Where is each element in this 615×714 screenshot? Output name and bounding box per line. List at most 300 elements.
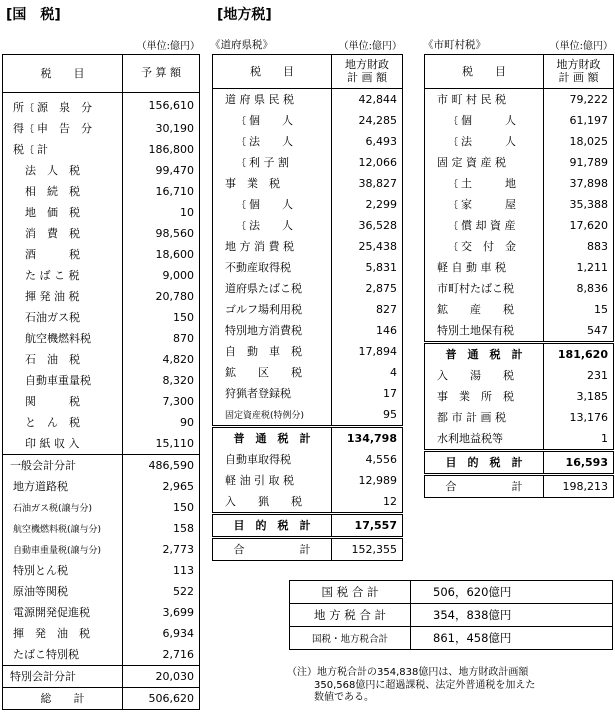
summary-label: 国 税 合 計 [290,581,411,604]
tax-item-value: 522 [123,581,200,602]
national-tax-table [2,54,200,710]
table-row [3,602,200,623]
summary-value: 354，838億円 [411,604,613,627]
tax-item-text: 合 計 [233,543,311,556]
tax-item-label [213,215,332,236]
table-row [213,470,403,491]
tax-item-value: 20,030 [123,666,200,688]
tax-item-value: 486,590 [123,455,200,477]
tax-group-prefix: 税 [13,142,24,156]
tax-item-text: 石油ガス税(譲与分) [13,503,93,514]
table-row [425,365,614,386]
column-header-value [332,55,403,89]
tax-item-text: 印 紙 収 入 [25,437,80,450]
tax-item-value: 24,285 [332,110,403,131]
tax-item-text: 消 費 税 [25,227,80,240]
tax-item-label [425,299,544,320]
tax-item-label [3,307,123,328]
tax-group-prefix: 所 [13,100,24,114]
tax-item-value: 2,875 [332,278,403,299]
tax-item-value: 4,820 [123,349,200,370]
tax-item-value: 42,844 [332,89,403,111]
tax-item-label [3,118,123,139]
tax-item-label [425,89,544,111]
tax-item-value: 146 [332,320,403,341]
tax-item-text: 航空機燃料税(譲与分) [13,524,102,535]
subtotal-row [425,451,614,475]
table-row [3,328,200,349]
tax-item-text: 電源開発促進税 [13,606,90,619]
column-header-line: 計 画 額 [347,70,387,84]
tax-item-label [425,320,544,343]
summary-row [290,604,613,627]
table-row [213,383,403,404]
tax-item-value: 547 [544,320,614,343]
subtotal-row [213,427,403,450]
tax-item-label [213,362,332,383]
tax-item-label [3,202,123,223]
municipal-unit: （単位:億円） [549,41,613,52]
tax-item-label [213,341,332,362]
table-row [3,307,200,328]
tax-item-text: た ば こ 税 [25,269,80,282]
tax-item-label [3,391,123,412]
tax-item-text: 特別土地保有税 [437,324,514,337]
brace-mark: ｛ [449,200,459,211]
tax-item-label [213,427,332,450]
tax-item-label [3,370,123,391]
tax-item-label [213,173,332,194]
tax-item-text: ゴルフ場利用税 [225,303,302,316]
table-row [213,89,403,111]
table-row [3,223,200,244]
brace-mark: ｛ [25,124,35,135]
table-row [3,518,200,539]
tax-item-value: 9,000 [123,265,200,286]
tax-item-label [3,560,123,581]
tax-item-value: 827 [332,299,403,320]
column-header-value [544,55,614,89]
brace-mark: ｛ [25,103,35,114]
tax-item-text: 特別会計分計 [10,670,76,683]
column-header-line: 地方財政 [345,57,389,71]
tax-item-label [3,476,123,497]
tax-item-value: 20,780 [123,286,200,307]
tax-item-text: 法 人 税 [25,164,80,177]
tax-item-value: 7,300 [123,391,200,412]
tax-item-text: 都 市 計 画 税 [437,411,506,424]
tax-item-text: 土 地 [461,176,516,190]
tax-item-text: 申 告 分 [37,121,92,135]
tax-item-text: 石油ガス税 [25,311,80,324]
tax-item-text: 道 府 県 民 税 [225,93,294,106]
tax-item-text: 法 人 [249,134,293,148]
prefecture-tax-title: 《道府県税》 [210,39,273,51]
tax-item-text: 入 猟 税 [225,495,302,508]
tax-item-text: 市町村たばこ税 [437,282,514,295]
tax-item-value: 8,836 [544,278,614,299]
tax-item-label [3,688,123,710]
table-row [213,173,403,194]
table-row [3,160,200,181]
tax-item-text: 普 通 税 計 [445,348,523,361]
tax-item-text: 揮 発 油 税 [25,290,80,303]
tax-item-label [3,497,123,518]
municipal-tax-title: 《市町村税》 [423,39,486,51]
tax-item-label [3,602,123,623]
tax-item-value: 1,211 [544,257,614,278]
table-row [425,236,614,257]
tax-item-value: 158 [123,518,200,539]
column-header-value: 予 算 額 [123,55,200,93]
table-row [3,286,200,307]
tax-item-label [3,160,123,181]
table-row [213,299,403,320]
footnote-line: 350,568億円に超過課税、法定外普通税を加えた [314,679,536,691]
table-row [425,194,614,215]
table-row [213,320,403,341]
brace-mark: ｛ [449,137,459,148]
tax-item-text: 個 人 [461,113,516,127]
tax-item-label [425,475,544,498]
tax-item-label [213,236,332,257]
brace-mark: ｛ [449,179,459,190]
tax-item-label [3,349,123,370]
tax-item-text: 個 人 [249,197,293,211]
tax-item-value: 99,470 [123,160,200,181]
table-row [425,428,614,451]
grand-total-row [213,538,403,561]
tax-item-text: 自動車重量税(譲与分) [13,545,102,556]
table-row [425,407,614,428]
tax-item-text: 利 子 割 [249,155,289,169]
tax-item-label [213,89,332,111]
tax-item-label [3,623,123,644]
tax-item-label [213,514,332,538]
tax-item-text: 計 [37,142,48,156]
tax-item-text: 地 価 税 [25,206,80,219]
tax-item-label [425,215,544,236]
table-row [425,89,614,111]
tax-item-label [213,257,332,278]
tax-item-label [425,194,544,215]
table-row [425,299,614,320]
tax-item-value: 2,965 [123,476,200,497]
table-row [213,215,403,236]
tax-item-value: 15 [544,299,614,320]
tax-item-value: 4,556 [332,449,403,470]
table-row [425,215,614,236]
brace-mark: ｛ [25,145,35,156]
subtotal-row [3,455,200,477]
tax-item-value: 30,190 [123,118,200,139]
tax-item-text: 航空機燃料税 [25,332,91,345]
tax-item-label [3,244,123,265]
municipal-tax-table [424,54,614,498]
subtotal-row [213,514,403,538]
tax-item-value: 8,320 [123,370,200,391]
table-row [425,173,614,194]
table-row [425,386,614,407]
table-row [425,110,614,131]
grand-total-row [425,475,614,498]
tax-item-label [425,428,544,451]
summary-row [290,581,613,604]
tax-item-text: 固 定 資 産 税 [437,156,506,169]
tax-item-value: 95 [332,404,403,427]
table-row [425,131,614,152]
table-row [213,110,403,131]
tax-item-label [213,538,332,561]
column-header-item: 税 目 [213,55,332,89]
tax-item-label [213,152,332,173]
tax-item-text: 普 通 税 計 [233,432,311,445]
tax-item-value: 156,610 [123,93,200,119]
tax-item-label [213,194,332,215]
tax-item-value: 17 [332,383,403,404]
table-row [3,244,200,265]
tax-item-text: 源 泉 分 [37,100,92,114]
table-row [3,118,200,139]
table-row [3,539,200,560]
table-row [213,194,403,215]
tax-item-text: 特別地方消費税 [225,324,302,337]
table-row [3,391,200,412]
tax-item-value: 16,710 [123,181,200,202]
tax-item-value: 18,025 [544,131,614,152]
tax-item-value: 37,898 [544,173,614,194]
summary-value: 861，458億円 [411,627,613,650]
tax-item-value: 12 [332,491,403,514]
tax-item-value: 150 [123,497,200,518]
tax-item-text: 鉱 区 税 [225,366,302,379]
tax-item-value: 113 [123,560,200,581]
tax-item-label [3,666,123,688]
prefecture-unit: （単位:億円） [338,41,402,52]
tax-item-value: 18,600 [123,244,200,265]
brace-mark: ｛ [449,116,459,127]
header-row [3,55,200,93]
tax-item-value: 4 [332,362,403,383]
tax-item-text: 自動車重量税 [25,374,91,387]
tax-item-text: 軽 自 動 車 税 [437,261,506,274]
tax-item-label [3,455,123,477]
brace-mark: ｛ [237,116,247,127]
table-row [213,236,403,257]
tax-item-text: 目 的 税 計 [233,519,311,532]
tax-item-label [425,278,544,299]
brace-mark: ｛ [449,221,459,232]
tax-item-label [213,110,332,131]
tax-item-value: 98,560 [123,223,200,244]
tax-item-text: 償 却 資 産 [461,218,516,232]
tax-item-text: 軽 油 引 取 税 [225,474,294,487]
table-row [213,152,403,173]
tax-item-text: 合 計 [445,480,523,493]
grand-total-row [3,688,200,710]
prefecture-tax-table [212,54,403,561]
tax-item-value: 152,355 [332,538,403,561]
tax-item-text: 道府県たばこ税 [225,282,302,295]
tax-item-value: 2,716 [123,644,200,666]
tax-item-text: 法 人 [249,218,293,232]
tax-item-label [425,386,544,407]
tax-item-value: 10 [123,202,200,223]
table-row [213,131,403,152]
header-row [425,55,614,89]
tax-item-label [3,412,123,433]
tax-item-text: 自動車取得税 [225,453,291,466]
tax-item-label [3,181,123,202]
column-header-line: 地方財政 [556,57,601,71]
tax-item-label [425,236,544,257]
tax-item-value: 17,620 [544,215,614,236]
tax-item-label [213,449,332,470]
tax-item-text: 酒 税 [25,248,80,261]
summary-label: 地 方 税 合 計 [290,604,411,627]
tax-item-value: 15,110 [123,433,200,455]
table-row [3,202,200,223]
table-row [3,497,200,518]
footnote-line: （注）地方税合計の354,838億円は、地方財政計画額 [287,667,529,678]
tax-item-value: 36,528 [332,215,403,236]
tax-item-label [3,433,123,455]
tax-item-value: 12,989 [332,470,403,491]
table-row [213,362,403,383]
table-row [425,257,614,278]
table-row [425,152,614,173]
local-tax-title: [地方税] [217,7,272,23]
tax-item-value: 61,197 [544,110,614,131]
tax-item-text: 水利地益税等 [437,432,503,445]
tax-item-value: 13,176 [544,407,614,428]
table-row [3,139,200,160]
brace-mark: ｛ [237,221,247,232]
table-row [3,433,200,455]
tax-item-label [3,223,123,244]
tax-item-text: 入 湯 税 [437,369,514,382]
tax-item-text: 揮 発 油 税 [13,627,90,640]
tax-item-value: 231 [544,365,614,386]
tax-item-text: 原油等関税 [13,585,68,598]
table-row [3,644,200,666]
tax-item-text: 地 方 消 費 税 [225,240,294,253]
tax-item-value: 883 [544,236,614,257]
tax-item-value: 12,066 [332,152,403,173]
tax-item-label [425,257,544,278]
tax-item-value: 506,620 [123,688,200,710]
tax-item-text: 自 動 車 税 [225,345,302,358]
tax-item-text: 固定資産税(特例分) [225,410,305,421]
tax-item-value: 17,557 [332,514,403,538]
tax-item-value: 198,213 [544,475,614,498]
tax-item-value: 17,894 [332,341,403,362]
table-row [213,341,403,362]
tax-item-text: と ん 税 [25,416,80,429]
summary-row [290,627,613,650]
footnote [287,667,612,705]
table-row [213,278,403,299]
tax-item-text: 家 屋 [461,197,516,211]
brace-mark: ｛ [449,242,459,253]
tax-item-label [425,173,544,194]
tax-item-text: 関 税 [25,395,80,408]
tax-item-label [425,152,544,173]
column-header-item: 税 目 [3,55,123,93]
summary-label: 国税・地方税合計 [290,627,411,650]
tax-item-label [425,451,544,475]
footnote-line: 数値である。 [314,692,374,703]
tax-item-text: 総 計 [40,692,85,705]
tax-item-value: 181,620 [544,343,614,366]
table-row [425,278,614,299]
table-row [3,370,200,391]
table-row [3,581,200,602]
tax-item-value: 6,934 [123,623,200,644]
tax-item-value: 38,827 [332,173,403,194]
tax-item-label [3,644,123,666]
tax-item-text: 個 人 [249,113,293,127]
tax-item-label [213,404,332,427]
tax-item-text: 交 付 金 [461,239,516,253]
brace-mark: ｛ [237,158,247,169]
column-header-item: 税 目 [425,55,544,89]
tax-item-value: 2,299 [332,194,403,215]
tax-item-label [213,470,332,491]
table-row [213,404,403,427]
tax-item-value: 5,831 [332,257,403,278]
tax-item-value: 25,438 [332,236,403,257]
tax-item-label [3,328,123,349]
tax-item-label [213,320,332,341]
national-tax-title: [国 税] [6,7,61,23]
tax-item-value: 2,773 [123,539,200,560]
tax-item-label [3,286,123,307]
tax-item-value: 90 [123,412,200,433]
tax-item-label [3,518,123,539]
subtotal-row [3,666,200,688]
tax-item-label [3,581,123,602]
table-row [3,349,200,370]
tax-item-text: 事 業 税 [225,177,280,190]
tax-item-value: 79,222 [544,89,614,111]
tax-item-label [213,383,332,404]
table-row [213,491,403,514]
table-row [3,560,200,581]
tax-item-text: 石 油 税 [25,353,80,366]
tax-item-text: たばこ特別税 [13,648,79,661]
tax-item-text: 目 的 税 計 [445,456,523,469]
table-row [3,93,200,119]
table-row [213,257,403,278]
summary-value: 506，620億円 [411,581,613,604]
tax-item-label [213,491,332,514]
table-row [3,181,200,202]
tax-item-label [3,265,123,286]
tax-item-label [3,139,123,160]
tax-item-label [213,278,332,299]
tax-item-text: 地方道路税 [13,480,68,493]
tax-item-value: 870 [123,328,200,349]
tax-item-text: 一般会計分計 [10,459,76,472]
tax-item-label [425,365,544,386]
tax-item-label [425,407,544,428]
tax-item-text: 特別とん税 [13,564,68,577]
brace-mark: ｛ [237,137,247,148]
tax-item-value: 150 [123,307,200,328]
summary-table [289,580,613,650]
tax-item-text: 鉱 産 税 [437,303,514,316]
